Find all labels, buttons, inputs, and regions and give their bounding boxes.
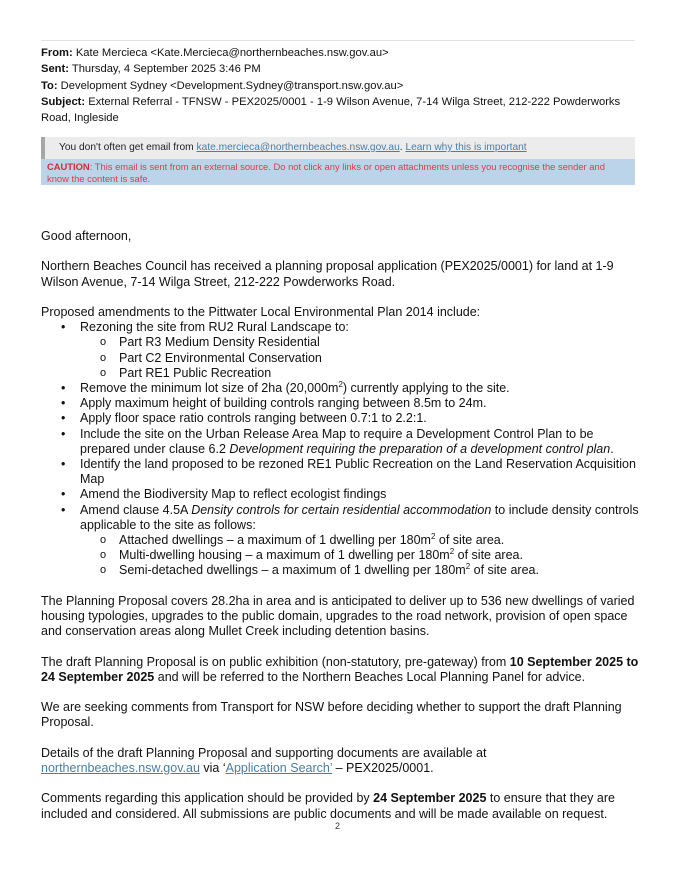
- superscript: 2: [430, 531, 436, 541]
- from-value: Kate Mercieca <Kate.Mercieca@northernbeaches.nsw.gov.au>: [75, 47, 389, 59]
- comments-text: Comments regarding this application should be provided by: [41, 791, 374, 806]
- to-row: [41, 78, 641, 94]
- seeking-paragraph: We are seeking comments from Transport for NSW before deciding whether to support the draft Planning Proposal.: [41, 700, 622, 730]
- council-website-link[interactable]: northernbeaches.nsw.gov.au: [41, 761, 200, 776]
- sub-item-text: of site area.: [454, 548, 523, 563]
- application-search-link[interactable]: Application Search’: [225, 761, 333, 776]
- notice-separator: .: [399, 142, 406, 153]
- sub-item-text: Part RE1 Public Recreation: [119, 365, 272, 380]
- list-item: [41, 427, 641, 457]
- sub-item-text: of site area.: [470, 563, 539, 578]
- comments-paragraph: [41, 791, 641, 821]
- item-italic: Density controls for certain residential accommodation: [191, 502, 492, 517]
- item-text: Amend the Biodiversity Map to reflect ecologist findings: [80, 487, 387, 502]
- item-text: to include density controls applicable to the site as follows:: [80, 502, 639, 532]
- list-item: [41, 381, 641, 396]
- comments-deadline: 24 September 2025: [373, 791, 487, 806]
- item-text: Apply maximum height of building controls ranging between 8.5m to 24m.: [80, 396, 487, 411]
- to-value: Development Sydney <Development.Sydney@transport.nsw.gov.au>: [60, 79, 404, 92]
- details-paragraph: [41, 746, 641, 776]
- exhibition-dates: 10 September 2025 to 24 September 2025: [41, 654, 639, 684]
- item-text: .: [610, 441, 614, 456]
- sender-email-link[interactable]: kate.mercieca@northernbeaches.nsw.gov.au: [196, 142, 400, 153]
- circle-bullet-icon: o: [100, 549, 107, 562]
- bullet-icon: •: [61, 426, 66, 441]
- external-sender-banner: [41, 137, 635, 185]
- intro-paragraph: Northern Beaches Council has received a planning proposal application (PEX2025/0001) for land at 1-9 Wilson Avenue, 7-14 Wilga Street, 212-222 Powderworks Road.: [41, 259, 614, 289]
- circle-bullet-icon: o: [100, 351, 107, 364]
- exhibition-text: The draft Planning Proposal is on public exhibition (non-statutory, pre-gateway) from: [41, 654, 510, 669]
- notice-text: You don't often get email from: [59, 142, 197, 153]
- details-text: via ‘: [199, 761, 226, 776]
- subject-label: Subject:: [41, 95, 86, 108]
- email-body: [41, 229, 641, 837]
- details-text: – PEX2025/0001.: [332, 761, 434, 776]
- bullet-icon: •: [61, 320, 66, 335]
- list-item: [41, 503, 641, 579]
- subject-value: External Referral - TFNSW - PEX2025/0001 - 1-9 Wilson Avenue, 7-14 Wilga Street, 212-222 Powderworks Road, Ingleside: [41, 95, 621, 125]
- item-text: Identify the land proposed to be rezoned RE1 Public Recreation on the Land Reservation Acquisition Map: [80, 457, 636, 487]
- list-item: [41, 487, 641, 502]
- list-item: [41, 320, 641, 381]
- covers-paragraph: The Planning Proposal covers 28.2ha in area and is anticipated to deliver up to 536 new dwellings of varied housing typologies, upgrades to the public domain, upgrades to the road network, provision of open space and conservation areas along Mullet Creek including detention basins.: [41, 593, 635, 639]
- item-text: Amend clause 4.5A: [80, 502, 192, 517]
- item-text: ) currently applying to the site.: [342, 381, 510, 395]
- item-text: Remove the minimum lot size of 2ha (20,000m: [80, 381, 339, 395]
- sub-item-text: Attached dwellings – a maximum of 1 dwelling per 180m: [119, 533, 431, 548]
- item-text: Include the site on the Urban Release Area Map to require a Development Control Plan to be prepared under clause 6.2: [80, 426, 594, 456]
- list-item: [80, 548, 641, 563]
- caution-label: CAUTION: [47, 161, 90, 172]
- bullet-icon: •: [61, 487, 66, 502]
- density-sublist: [80, 533, 641, 579]
- amendments-list: [41, 320, 641, 578]
- page-number: 2: [334, 821, 340, 831]
- list-item: [41, 457, 641, 487]
- learn-why-link[interactable]: Learn why this is important: [405, 142, 527, 153]
- list-item: [80, 351, 641, 366]
- circle-bullet-icon: o: [100, 564, 107, 577]
- sub-item-text: Part C2 Environmental Conservation: [119, 350, 322, 365]
- superscript: 2: [338, 379, 343, 389]
- sent-row: [41, 61, 641, 77]
- exhibition-text: and will be referred to the Northern Beaches Local Planning Panel for advice.: [154, 669, 586, 684]
- list-item: [80, 533, 641, 548]
- bullet-icon: •: [61, 411, 66, 426]
- email-header: [41, 45, 641, 126]
- sub-item-text: of site area.: [435, 533, 505, 548]
- item-text: Apply floor space ratio controls ranging between 0.7:1 to 2.2:1.: [80, 411, 427, 426]
- sent-value: Thursday, 4 September 2025 3:46 PM: [71, 63, 261, 76]
- circle-bullet-icon: o: [100, 534, 107, 547]
- separator-line: [41, 40, 635, 41]
- list-item: [80, 366, 641, 381]
- exhibition-paragraph: [41, 655, 641, 685]
- list-item: [80, 335, 641, 350]
- from-row: [41, 45, 641, 61]
- greeting: Good afternoon,: [41, 229, 132, 243]
- item-italic: Development requiring the preparation of a development control plan: [229, 441, 611, 456]
- from-label: From:: [41, 47, 73, 59]
- bullet-icon: •: [61, 396, 66, 411]
- sub-item-text: Multi-dwelling housing – a maximum of 1 dwelling per 180m: [119, 548, 450, 563]
- rezoning-sublist: [80, 335, 641, 381]
- superscript: 2: [465, 562, 471, 572]
- subject-row: [41, 94, 641, 127]
- to-label: To:: [41, 79, 58, 92]
- circle-bullet-icon: o: [100, 336, 107, 349]
- caution-text: : This email is sent from an external source. Do not click any links or open attachments unless you recognise the sender and know the content is safe.: [47, 161, 605, 184]
- caution-banner: [41, 159, 635, 185]
- bullet-icon: •: [61, 502, 66, 517]
- circle-bullet-icon: o: [100, 366, 107, 379]
- sender-notice: [41, 137, 635, 159]
- amendments-intro: Proposed amendments to the Pittwater Local Environmental Plan 2014 include:: [41, 304, 481, 319]
- bullet-icon: •: [61, 381, 66, 395]
- list-item: [41, 411, 641, 426]
- comments-text: to ensure that they are included and considered. All submissions are public documents and will be made available on request.: [41, 791, 615, 821]
- list-item: [80, 563, 641, 578]
- rezoning-text: Rezoning the site from RU2 Rural Landscape to:: [80, 320, 349, 335]
- sub-item-text: Part R3 Medium Density Residential: [119, 335, 320, 350]
- sub-item-text: Semi-detached dwellings – a maximum of 1 dwelling per 180m: [119, 563, 466, 578]
- list-item: [41, 396, 641, 411]
- details-text: Details of the draft Planning Proposal and supporting documents are available at: [41, 745, 487, 760]
- bullet-icon: •: [61, 457, 66, 472]
- sent-label: Sent:: [41, 63, 69, 76]
- superscript: 2: [449, 547, 455, 557]
